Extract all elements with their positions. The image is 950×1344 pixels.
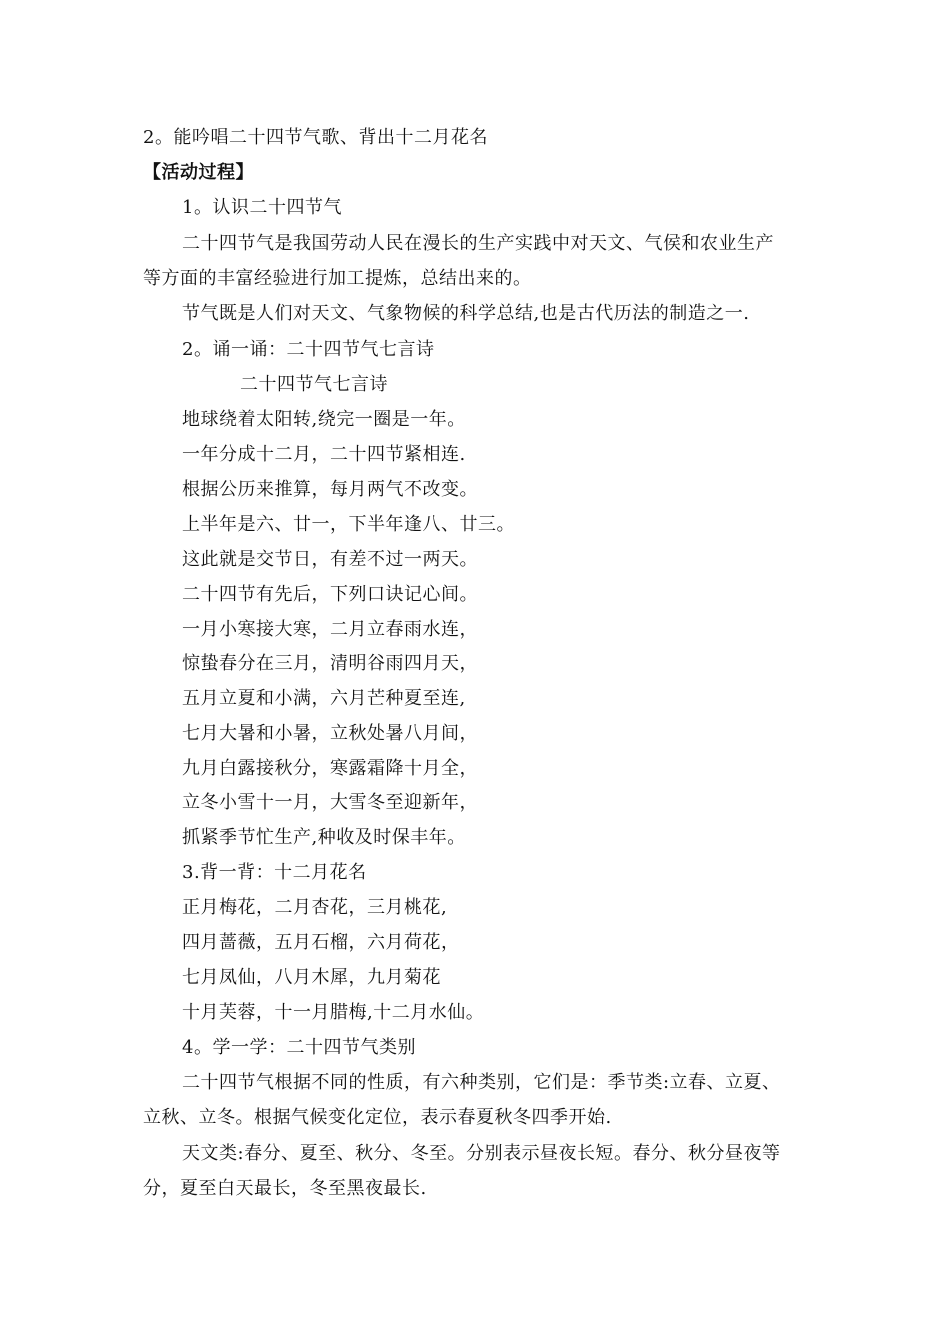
poem-line: 惊蛰春分在三月，清明谷雨四月天， (182, 653, 478, 674)
section-4-paragraph-1-line-2: 立秋、立冬。根据气候变化定位，表示春夏秋冬四季开始. (143, 1107, 612, 1128)
section-1-paragraph-1-line-2: 等方面的丰富经验进行加工提炼，总结出来的。 (143, 268, 532, 289)
section-1-heading: 1。认识二十四节气 (182, 197, 342, 218)
poem-line: 根据公历来推算，每月两气不改变。 (182, 479, 478, 500)
poem-line: 五月立夏和小满，六月芒种夏至连, (182, 688, 466, 709)
flower-line: 四月蔷薇，五月石榴，六月荷花， (182, 932, 460, 953)
goal-item-2: 2。能吟唱二十四节气歌、背出十二月花名 (143, 127, 488, 148)
flower-line: 十月芙蓉，十一月腊梅,十二月水仙。 (182, 1002, 485, 1023)
poem-line: 二十四节有先后，下列口诀记心间。 (182, 584, 478, 605)
flower-line: 七月凤仙，八月木犀，九月菊花 (182, 967, 441, 988)
poem-line: 抓紧季节忙生产,种收及时保丰年。 (182, 827, 466, 848)
activity-heading: 【活动过程】 (143, 162, 254, 183)
poem-line: 地球绕着太阳转,绕完一圈是一年。 (182, 409, 466, 430)
section-4-paragraph-2-line-1: 天文类:春分、夏至、秋分、冬至。分别表示昼夜长短。春分、秋分昼夜等 (182, 1143, 781, 1164)
section-3-heading: 3.背一背：十二月花名 (182, 862, 367, 883)
section-2-heading: 2。诵一诵：二十四节气七言诗 (182, 339, 435, 360)
section-1-paragraph-1-line-1: 二十四节气是我国劳动人民在漫长的生产实践中对天文、气侯和农业生产 (182, 233, 774, 254)
section-4-paragraph-1-line-1: 二十四节气根据不同的性质，有六种类别，它们是：季节类:立春、立夏、 (182, 1072, 781, 1093)
poem-line: 七月大暑和小暑，立秋处暑八月间， (182, 723, 478, 744)
poem-line: 立冬小雪十一月，大雪冬至迎新年， (182, 792, 478, 813)
poem-line: 一月小寒接大寒，二月立春雨水连， (182, 619, 478, 640)
poem-line: 九月白露接秋分，寒露霜降十月全， (182, 758, 478, 779)
section-1-paragraph-2: 节气既是人们对天文、气象物候的科学总结,也是古代历法的制造之一. (182, 303, 750, 324)
section-4-heading: 4。学一学：二十四节气类别 (182, 1037, 416, 1058)
section-4-paragraph-2-line-2: 分，夏至白天最长，冬至黑夜最长. (143, 1178, 427, 1199)
poem-line: 上半年是六、廿一，下半年逢八、廿三。 (182, 514, 515, 535)
poem-line: 一年分成十二月，二十四节紧相连. (182, 444, 466, 465)
poem-line: 这此就是交节日，有差不过一两天。 (182, 549, 478, 570)
poem-title: 二十四节气七言诗 (240, 374, 388, 395)
flower-line: 正月梅花，二月杏花，三月桃花, (182, 897, 448, 918)
